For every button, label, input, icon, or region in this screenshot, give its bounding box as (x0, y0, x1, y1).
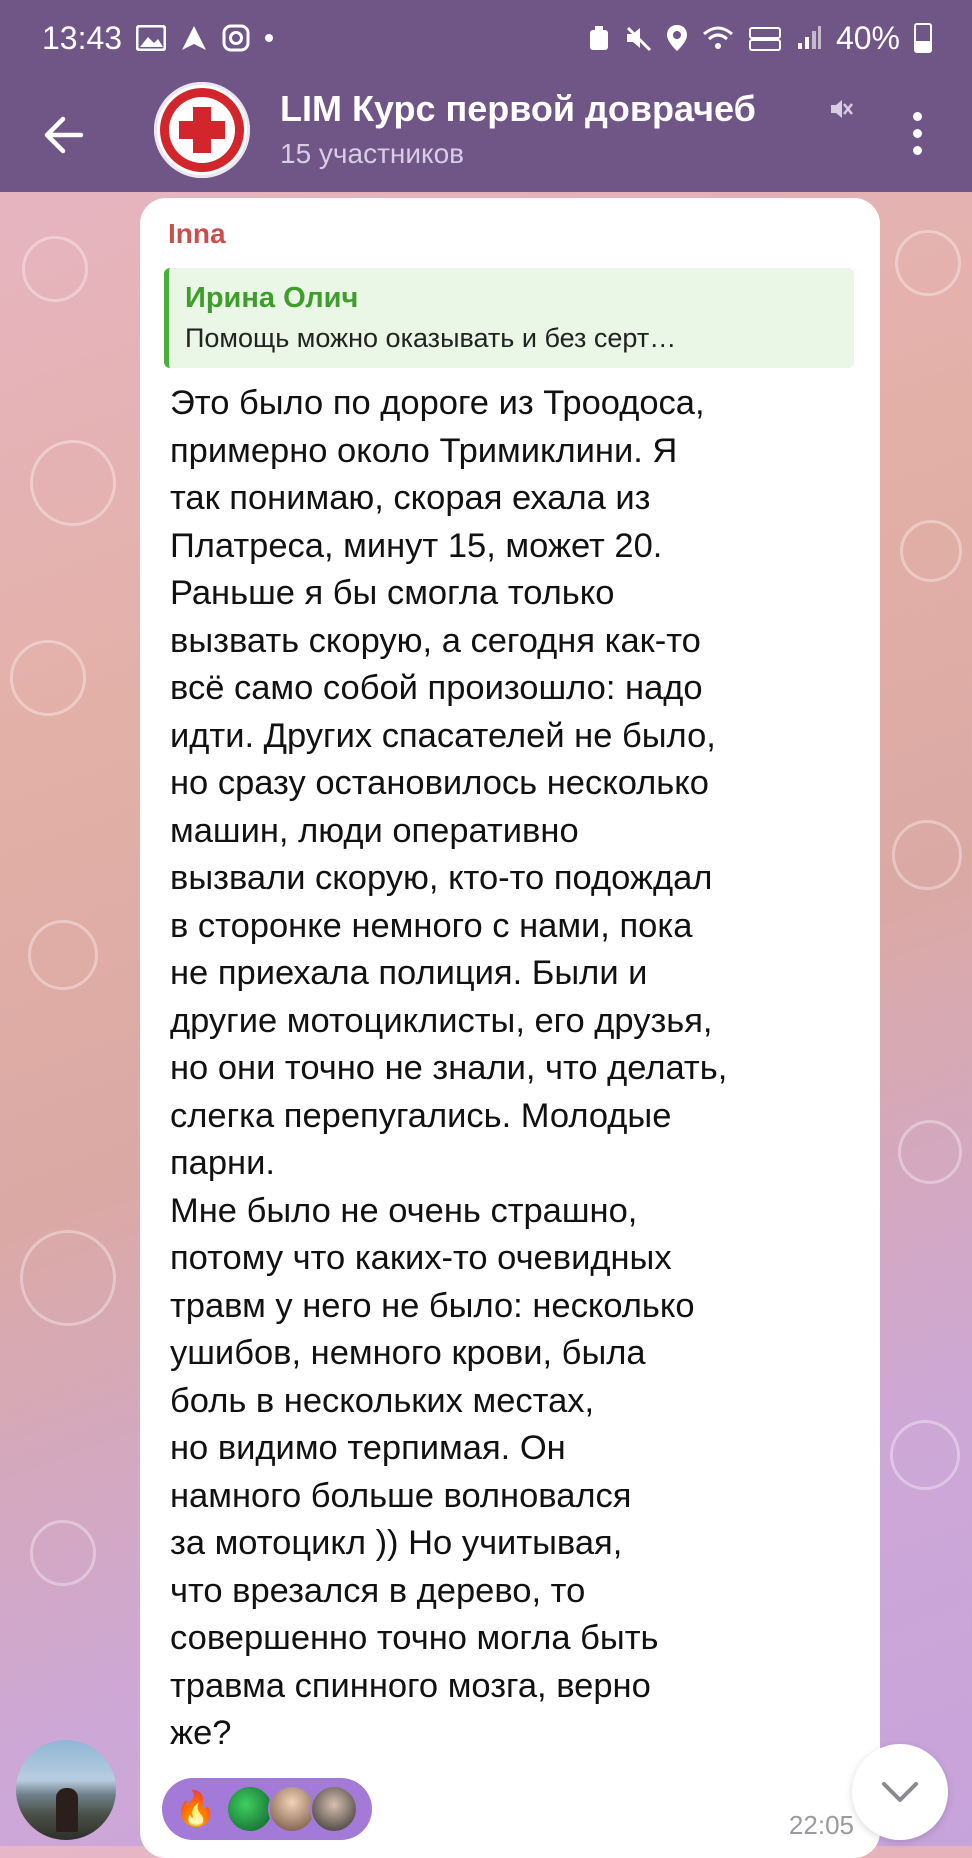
message-line: Это было по дороге из Троодоса, (170, 384, 705, 422)
reactor-avatar (310, 1785, 358, 1833)
background-doodle (900, 520, 962, 582)
message-line: Платреса, минут 15, может 20. (170, 526, 663, 565)
reactor-avatar (268, 1785, 316, 1833)
message-line: примерно около Тримиклини. Я (170, 431, 678, 470)
message-line: травм у него не было: несколько (170, 1286, 695, 1325)
message-line: совершенно точно могла быть (170, 1619, 659, 1657)
fire-reaction-icon: 🔥 (174, 1790, 218, 1828)
signal-icon (796, 25, 822, 51)
status-bar (0, 0, 972, 76)
muted-icon (828, 96, 854, 129)
message-line: другие мотоциклисты, его друзья, (170, 1001, 713, 1040)
message-line: вызвали скорую, кто-то подождал (170, 859, 713, 897)
member-count: 15 участников (280, 138, 465, 169)
reply-author: Ирина Олич (185, 282, 359, 314)
sender-name[interactable]: Inna (168, 218, 226, 249)
chevron-down-icon (880, 1780, 920, 1804)
battery-icon (914, 23, 932, 53)
background-doodle (890, 1420, 960, 1490)
message-line: но сразу остановилось несколько (170, 764, 709, 802)
background-doodle (22, 236, 88, 302)
wifi-icon (702, 25, 734, 51)
message-line: но видимо терпимая. Он (170, 1429, 566, 1467)
message-line: всё само собой произошло: надо (170, 669, 703, 707)
message-line: намного больше волновался (170, 1476, 632, 1515)
volte-lte2-icon (748, 24, 782, 52)
battery-percent: 40% (835, 19, 900, 56)
chat-header (0, 76, 972, 192)
message-line: слегка перепугались. Молодые (170, 1096, 672, 1135)
message-line: ушибов, немного крови, была (170, 1334, 646, 1372)
recycle-icon (588, 24, 610, 52)
message-line: же? (170, 1714, 232, 1752)
gallery-icon (136, 25, 166, 51)
message-time: 22:05 (788, 1810, 854, 1840)
mute-icon (624, 24, 652, 52)
background-doodle (10, 640, 86, 716)
notification-dot-icon (264, 33, 274, 43)
message-bubble[interactable] (140, 198, 880, 1858)
group-avatar[interactable] (154, 82, 250, 178)
status-time: 13:43 (42, 19, 123, 56)
message-line: но они точно не знали, что делать, (170, 1049, 728, 1087)
message-line: потому что каких-то очевидных (170, 1239, 672, 1277)
location-icon (666, 24, 688, 52)
back-arrow-icon (41, 115, 85, 155)
message-text (170, 380, 860, 1758)
message-line: парни. (170, 1144, 275, 1182)
message-line: за мотоцикл )) Но учитывая, (170, 1524, 623, 1562)
more-menu-button[interactable] (892, 100, 942, 166)
reply-preview[interactable] (164, 268, 854, 368)
background-doodle (20, 1230, 116, 1326)
reply-text: Помощь можно оказывать и без серт… (185, 323, 677, 353)
background-doodle (30, 1520, 96, 1586)
background-doodle (895, 230, 961, 296)
chat-title[interactable]: LIM Курс первой доврачеб (280, 88, 756, 129)
back-button[interactable] (28, 100, 98, 170)
sender-avatar[interactable] (16, 1740, 116, 1840)
message-line: идти. Других спасателей не было, (170, 716, 716, 755)
navigation-icon (180, 24, 208, 52)
reactor-avatar (226, 1785, 274, 1833)
message-line: травма спинного мозга, верно (170, 1666, 651, 1705)
message-line: так понимаю, скорая ехала из (170, 479, 651, 517)
scroll-down-button[interactable] (852, 1744, 948, 1840)
reactions-pill[interactable] (162, 1778, 372, 1840)
red-cross-logo (160, 88, 244, 172)
message-line: Раньше я бы смогла только (170, 574, 615, 612)
message-line: в сторонке немного с нами, пока (170, 906, 693, 945)
message-line: не приехала полиция. Были и (170, 954, 648, 992)
background-doodle (30, 440, 116, 526)
background-doodle (892, 820, 962, 890)
background-doodle (898, 1120, 962, 1184)
background-doodle (28, 920, 98, 990)
message-line: что врезался в дерево, то (170, 1571, 586, 1610)
message-line: Мне было не очень страшно, (170, 1191, 638, 1230)
instagram-icon (222, 24, 250, 52)
message-line: боль в нескольких местах, (170, 1381, 595, 1420)
message-line: вызвать скорую, а сегодня как-то (170, 621, 701, 660)
message-line: машин, люди оперативно (170, 811, 579, 850)
